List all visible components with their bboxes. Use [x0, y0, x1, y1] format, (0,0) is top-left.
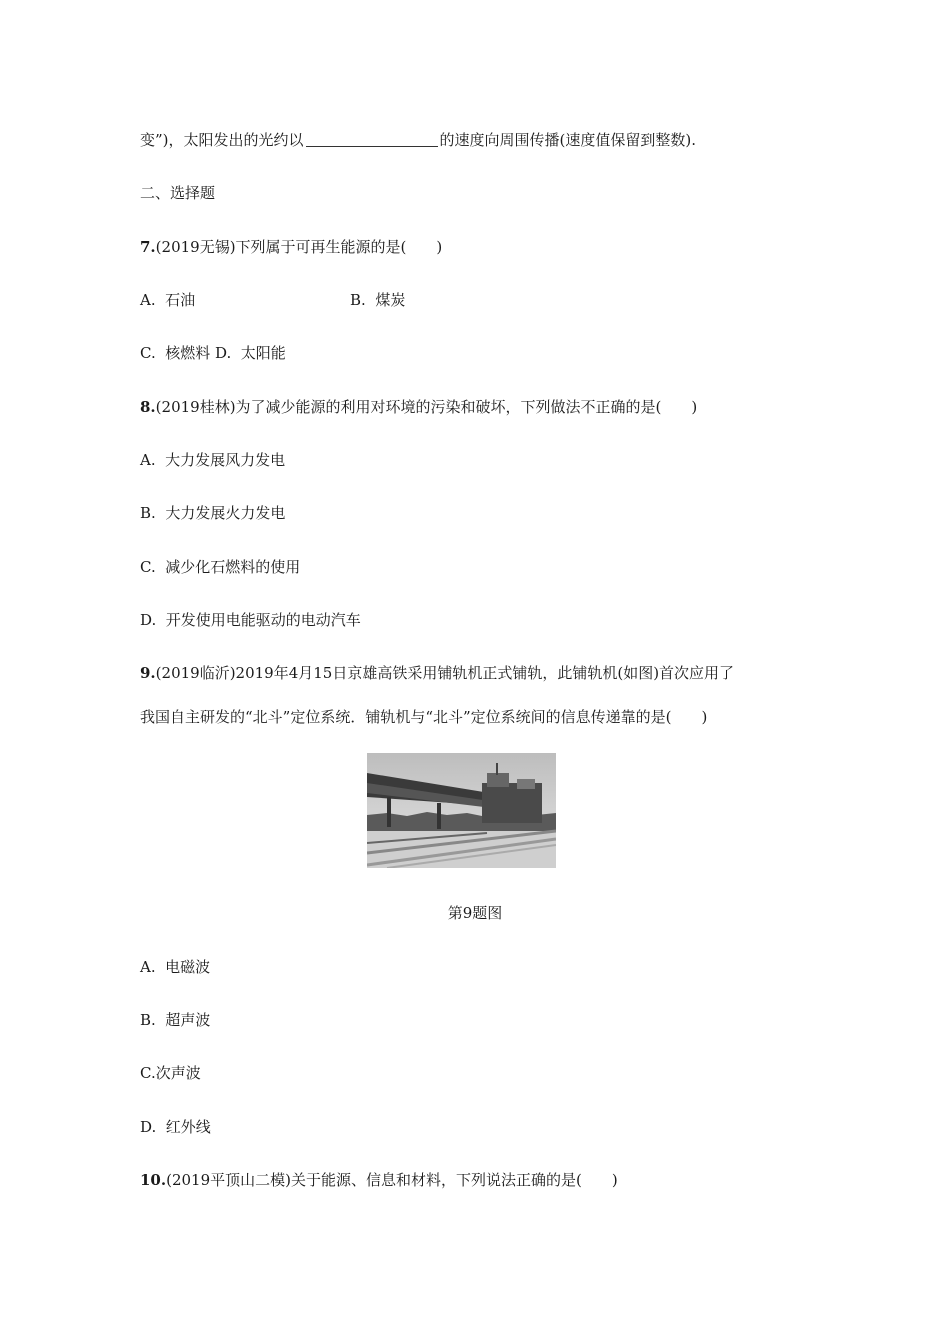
option-c[interactable]: C. 减少化石燃料的使用 — [140, 558, 301, 576]
question-10 — [140, 1170, 618, 1190]
option-b[interactable]: B. 超声波 — [140, 1011, 211, 1029]
option-d[interactable]: D. 红外线 — [140, 1118, 211, 1136]
question-number: 8. — [140, 398, 156, 416]
option-c[interactable]: C.次声波 — [140, 1064, 201, 1082]
continued-question-line — [140, 130, 696, 150]
question-number: 10. — [140, 1171, 167, 1189]
section-title: 二、选择题 — [140, 184, 216, 202]
text-before-blank: 变”)，太阳发出的光约以 — [140, 131, 304, 149]
track-laying-machine-photo — [367, 753, 556, 868]
question-number: 9. — [140, 664, 156, 682]
answer-blank[interactable] — [306, 132, 438, 147]
option-d[interactable]: D. 开发使用电能驱动的电动汽车 — [140, 611, 361, 629]
q7-option-row-2[interactable]: C. 核燃料 D. 太阳能 — [140, 344, 286, 362]
question-8 — [140, 397, 697, 417]
text-after-blank: 的速度向周围传播(速度值保留到整数). — [439, 131, 697, 149]
question-stem: (2019平顶山二模)关于能源、信息和材料，下列说法正确的是( ) — [166, 1171, 618, 1189]
option-a[interactable]: A. 电磁波 — [140, 958, 211, 976]
question-7 — [140, 237, 442, 257]
question-stem: (2019无锡)下列属于可再生能源的是( ) — [155, 238, 443, 256]
q7-option-row-1 — [140, 290, 406, 310]
figure-caption: 第9题图 — [447, 904, 503, 922]
question-number: 7. — [140, 238, 156, 256]
option-a[interactable]: A. 大力发展风力发电 — [140, 451, 286, 469]
question-stem-line-1: (2019临沂)2019年4月15日京雄高铁采用铺轨机正式铺轨，此铺轨机(如图)首次应用了 — [155, 664, 735, 682]
option-a[interactable]: A. 石油 — [140, 291, 196, 309]
option-b[interactable]: B. 煤炭 — [350, 291, 406, 309]
question-stem-line-2: 我国自主研发的“北斗”定位系统．铺轨机与“北斗”定位系统间的信息传递靠的是( ) — [140, 708, 708, 726]
question-9 — [140, 663, 734, 683]
option-b[interactable]: B. 大力发展火力发电 — [140, 504, 286, 522]
question-stem: (2019桂林)为了减少能源的利用对环境的污染和破坏，下列做法不正确的是( ) — [155, 398, 698, 416]
